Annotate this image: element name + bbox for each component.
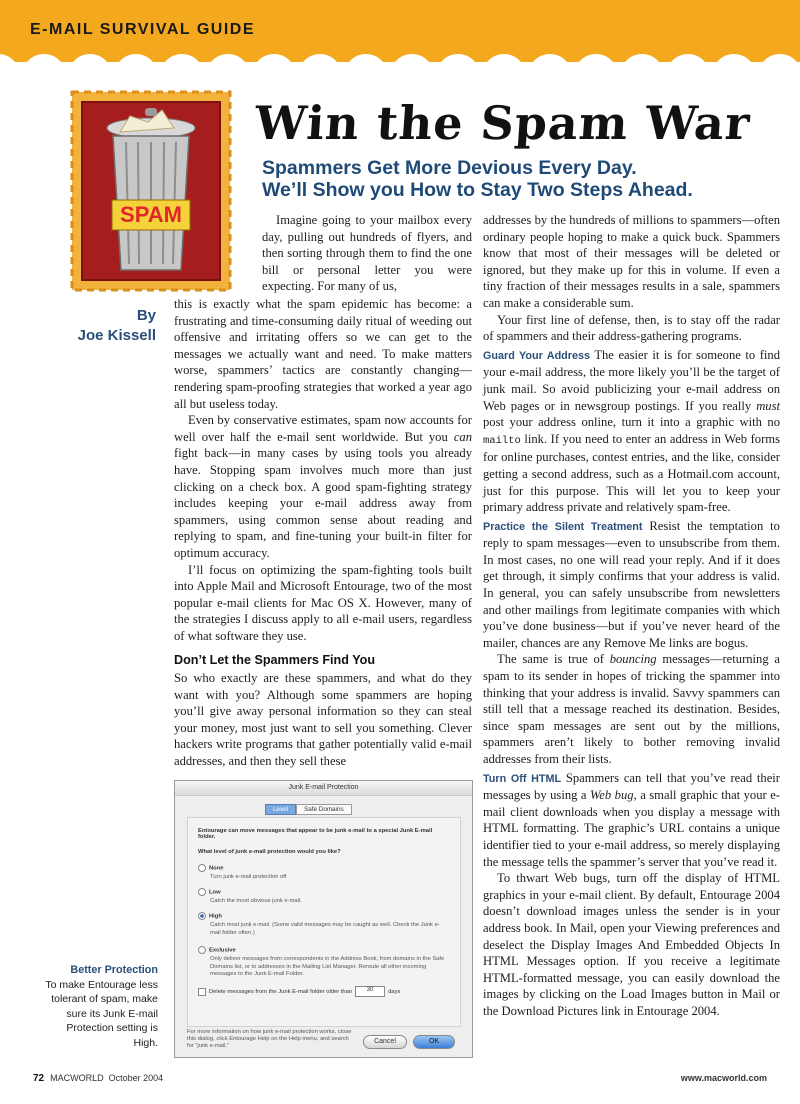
radio-icon[interactable] <box>198 864 206 872</box>
days-input[interactable]: 30 <box>355 986 385 997</box>
byline-author: Joe Kissell <box>77 327 156 344</box>
delete-old-junk-setting: Delete messages from the Junk E-mail folder older than 30 days <box>198 986 400 997</box>
subtitle-line-1: Spammers Get More Devious Every Day. <box>262 157 637 179</box>
dialog-pane <box>187 817 461 1027</box>
paragraph: Your first line of defense, then, is to stay off the radar of spammers and their address-gathering programs. <box>483 312 780 344</box>
tab-safe-domains[interactable]: Safe Domains <box>296 804 352 815</box>
paragraph: I’ll focus on optimizing the spam-fighting tools built into Apple Mail and Microsoft Entourage, two of the most popular e-mail clients for Mac OS X. However, many of the strategies I discuss apply to all e-mail users, regardless of what software they use. <box>174 562 472 643</box>
stamp-label: SPAM <box>120 202 182 227</box>
intro-lead-text: Imagine going to your mailbox every day, pulling out hundreds of flyers, and then sorting through them to find the one bill or personal letter you were expecting. For many of us, <box>262 213 472 294</box>
section-header-band <box>0 0 800 62</box>
option-high[interactable]: High <box>198 912 222 920</box>
cancel-button[interactable]: Cancel <box>363 1035 407 1049</box>
paragraph-turn-off-html: Turn Off HTML Spammers can tell that you’ve read their messages by using a Web bug, a small graphic that your e-mail client downloads when you display a message with HTML formatting. The graphic’s URL contains a unique identifier tied to your e-mail address, so merely displaying the message tells the spammer’s server that you’ve read it. <box>483 770 780 869</box>
radio-icon[interactable] <box>198 888 206 896</box>
caption-text: To make Entourage less tolerant of spam, make sure its Junk E-mail Protection setting is High. <box>45 978 158 1049</box>
paragraph: So who exactly are these spammers, and what do they want with you? Although some spammers are hoping you’ll give away personal information so they can steal your money, most just want to sell you something. Clever hackers write programs that gather potentially valid e-mail addresses, and then they sell these <box>174 671 472 769</box>
page-footer <box>33 1073 163 1084</box>
junk-email-protection-dialog <box>174 780 473 1058</box>
section-heading: Don’t Let the Spammers Find You <box>174 653 376 668</box>
intro-paragraph-lead <box>262 212 472 295</box>
byline-by: By <box>136 307 156 324</box>
article-column-2 <box>483 212 780 1020</box>
paragraph: The same is true of bouncing messages—returning a spam to its sender in hopes of tricking the spammer into thinking that your address is invalid. Savvy spammers can still tell that a message reached its destination. Besides, since spam messages are sent out by the millions, spammers aren’t likely to bother removing invalid addresses from their lists. <box>483 652 780 766</box>
section-label: E-MAIL SURVIVAL GUIDE <box>30 21 256 38</box>
dialog-title: Junk E-mail Protection <box>175 781 472 796</box>
tab-level[interactable]: Level <box>265 804 296 815</box>
spam-stamp-illustration <box>68 88 234 294</box>
delete-checkbox[interactable] <box>198 988 206 996</box>
runin-heading: Guard Your Address <box>483 349 590 362</box>
article-subtitle <box>262 157 782 201</box>
option-exclusive-desc: Only deliver messages from correspondents in the Address Book, from domains in the Safe Domains list, or to addresses in the Mailing List Manager. Reroute all other incoming messages to the Junk E-mail Folder. <box>210 956 445 977</box>
caption-title: Better Protection <box>70 964 158 976</box>
article-title: Win the Spam War <box>253 96 753 150</box>
footer-url: www.macworld.com <box>680 1073 767 1083</box>
runin-heading: Practice the Silent Treatment <box>483 520 643 533</box>
figure-caption <box>40 963 158 1051</box>
intro-rest-text: this is exactly what the spam epidemic has become: a frustrating and time-consuming daily ritual of weeding out offensive and irritating offers so we can get to the messages we actually want and need. To make matters worse, spammers’ tactics are constantly changing—rendering spam-proofing strategies that worked a year ago all but useless today. <box>174 297 472 411</box>
dialog-intro: Entourage can move messages that appear to be junk e-mail to a special Junk E-mail folder. <box>198 828 433 840</box>
dialog-tabs <box>265 804 352 815</box>
paragraph-guard-address: Guard Your Address The easier it is for someone to find your e-mail address, the more likely you’ll be the target of junk mail. So avoid publicizing your e-mail address on Web pages or in newsgroup postings. If you really must post your address online, turn it into a graphic with no mailto link. If you need to enter an address in Web forms for online purchases, contest entries, and the like, consider getting a second address, such as a Hotmail.com account, just for this purpose. This will let you to keep your primary address private and relatively spam-free. <box>483 347 780 515</box>
scalloped-edge <box>0 0 800 80</box>
dialog-help-text: For more information on how junk e-mail protection works, close this dialog, click Entourage Help on the Help menu, and search for "junk e-mail." <box>187 1029 352 1049</box>
option-low-desc: Catch the most obvious junk e-mail. <box>210 898 302 904</box>
page-number: 72 <box>33 1073 45 1084</box>
option-exclusive[interactable]: Exclusive <box>198 946 236 954</box>
radio-selected-icon[interactable] <box>198 912 206 920</box>
runin-heading: Turn Off HTML <box>483 772 562 785</box>
dialog-question: What level of junk e-mail protection would you like? <box>198 849 341 855</box>
ok-button[interactable]: OK <box>413 1035 455 1049</box>
radio-icon[interactable] <box>198 946 206 954</box>
option-low[interactable]: Low <box>198 888 221 896</box>
article-column-1 <box>174 296 472 770</box>
option-none-desc: Turn junk e-mail protection off <box>210 874 287 880</box>
paragraph-silent-treatment: Practice the Silent Treatment Resist the temptation to reply to spam messages—even to unsubscribe from them. In most cases, no one will read your reply. And if it does get through, it simply confirms that your address is valid. In general, you can safely unsubscribe from newsletters and other mailings from legitimate companies with which you’ve done business—but if you’ve never heard of the mailer, chances are any Remove Me links are bogus. <box>483 518 780 650</box>
paragraph: Even by conservative estimates, spam now accounts for well over half the e-mail sent worldwide. But you can fight back—in many cases by using tools you already have. Stopping spam involves much more than just clicking on a check box. A good spam-fighting strategy includes keeping your e-mail address away from spammers, using common sense about reading and replying to spam, and fine-tuning your built-in filter for optimum accuracy. <box>174 413 472 560</box>
issue-date: October 2004 <box>108 1073 164 1083</box>
paragraph: To thwart Web bugs, turn off the display of HTML graphics in your e-mail client. By default, Entourage 2004 doesn’t download images unless the sender is in your address book. In Mail, open your Viewing preferences and deselect the Display Images And Embedded Objects In HTML Messages option. If you receive a legitimate HTML-formatted message, you can easily download the images by clicking on the Load Images button in Mail or the Download Pictures link in Entourage 2004. <box>483 871 780 1018</box>
byline <box>58 306 156 346</box>
magazine-name: MACWORLD <box>50 1073 104 1083</box>
option-high-desc: Catch most junk e-mail. (Some valid messages may be caught as well. Check the Junk e-mail folder often.) <box>210 922 440 936</box>
option-none[interactable]: None <box>198 864 224 872</box>
paragraph: addresses by the hundreds of millions to spammers—often ordinary people hoping to make a quick buck. Spammers know that most of their messages will be deleted or ignored, but they make up for this in volume. If even a tiny fraction of their messages results in a sale, spammers can make a considerable sum. <box>483 213 780 310</box>
subtitle-line-2: We’ll Show you How to Stay Two Steps Ahead. <box>262 179 693 201</box>
